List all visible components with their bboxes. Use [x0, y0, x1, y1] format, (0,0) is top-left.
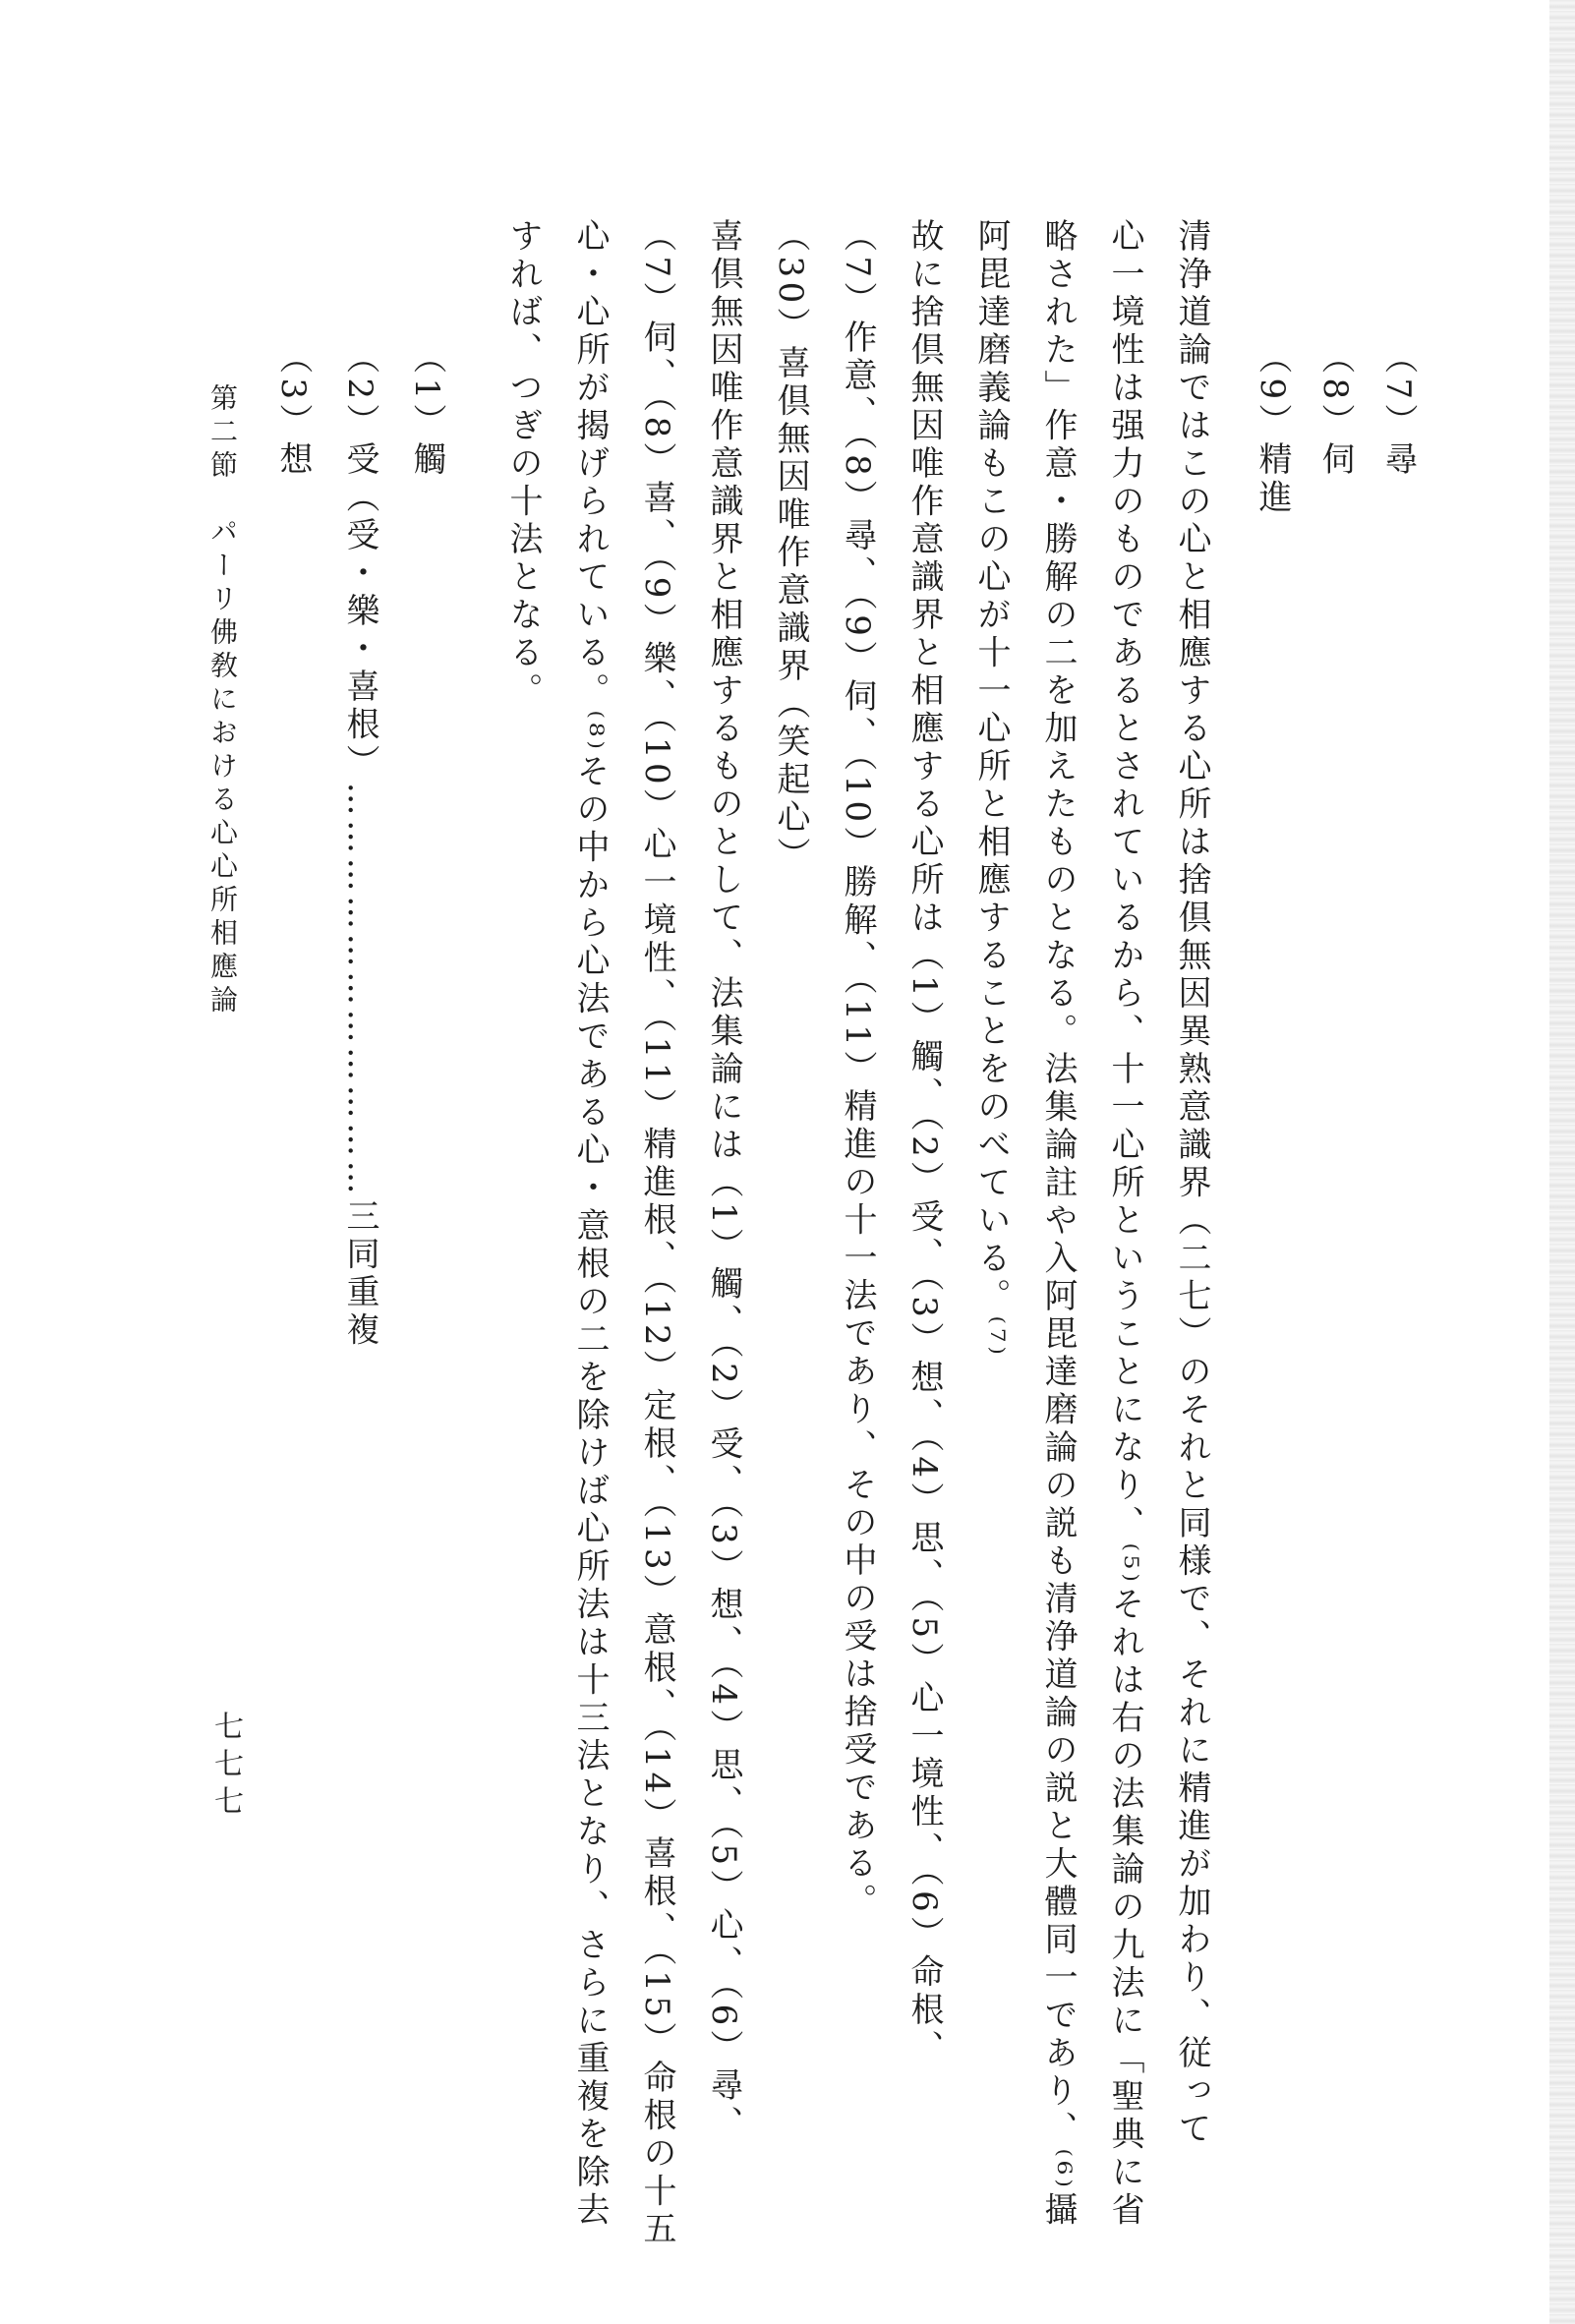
list-item: （1）觸 [407, 340, 446, 480]
text-line: 喜倶無因唯作意識界と相應するものとして、法集論には（1）觸、（2）受、（3）想、（4）思、（5）心、（6）尋、 [704, 218, 743, 2144]
text-line: （8）伺 [1315, 340, 1355, 480]
text-line: すれば、つぎの十法となる。 [503, 218, 543, 711]
text-line: 清浄道論ではこの心と相應する心所は捨倶無因異熟意識界（二七）のそれと同様で、それに精進が加わり、従って [1172, 218, 1211, 2149]
text-line: 阿毘達磨義論もこの心が十一心所と相應することをのべている。⁽⁷⁾ [971, 218, 1011, 1360]
text-line: （7）尋 [1378, 340, 1418, 480]
text-line: 故に捨倶無因唯作意識界と相應する心所は（1）觸、（2）受、（3）想、（4）思、（5）心一境性、（6）命根、 [904, 218, 944, 2068]
scan-edge-shadow [1549, 0, 1575, 2324]
running-footer: 第二節 パーリ佛敎における心心所相應論 [206, 383, 239, 1018]
text-line: 略された」作意・勝解の二を加えたものとなる。法集論註や入阿毘達磨論の説も清浄道論の説と大體同一であり、⁽⁶⁾攝 [1038, 218, 1078, 2230]
list-item: （3）想 [273, 340, 313, 480]
text-line: 心一境性は强力のものであるとされているから、十一心所ということになり、⁽⁵⁾それは右の法集論の九法に「聖典に省 [1105, 218, 1144, 2230]
text-line: （9）精進 [1253, 340, 1292, 518]
text-line: （7）伺、（8）喜、（9）樂、（10）心一境性、（11）精進根、（12）定根、（13）意根、（14）喜根、（15）命根の十五 [637, 218, 676, 2249]
text-line: 心・心所が揭げられている。⁽⁸⁾その中から心法である心・意根の二を除けば心所法は十三法となり、さらに重複を除去 [570, 218, 610, 2230]
list-item: （2）受（受・樂・喜根）……………………………三同重複 [340, 340, 379, 1351]
text-line: （7）作意、（8）尋、（9）伺、（10）勝解、（11）精進の十一法であり、その中の受は捨受である。 [838, 218, 877, 1921]
section-heading: （30）喜倶無因唯作意識界（笑起心） [771, 218, 810, 876]
page-number: 七七七 [208, 1711, 243, 1823]
